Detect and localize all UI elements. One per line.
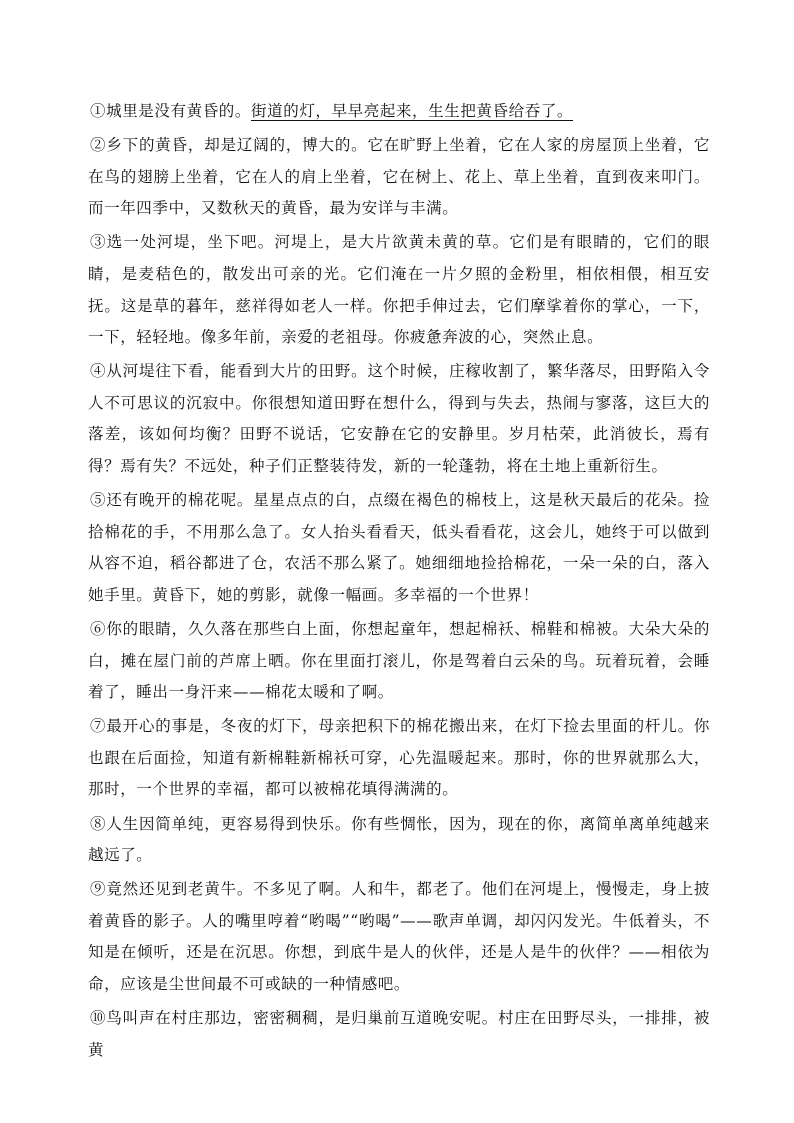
paragraph-1 (88, 96, 710, 128)
paragraph-7: ⑦最开心的事是，冬夜的灯下，母亲把积下的棉花搬出来，在灯下捡去里面的杆儿。你也跟在后面捡，知道有新棉鞋新棉袄可穿，心先温暖起来。那时，你的世界就那么大，那时，一个世界的幸福，都可以被棉花填得满满的。 (88, 717, 710, 799)
paragraph-5: ⑤还有晚开的棉花呢。星星点点的白，点缀在褐色的棉枝上，这是秋天最后的花朵。捡拾棉花的手，不用那么急了。女人抬头看看天，低头看看花，这会儿，她终于可以做到从容不迫，稻谷都进了仓，农活不那么紧了。她细细地捡拾棉花，一朵一朵的白，落入她手里。黄昏下，她的剪影，就像一幅画。多幸福的一个世界！ (88, 491, 710, 604)
paragraph-4: ④从河堤往下看，能看到大片的田野。这个时候，庄稼收割了，繁华落尽，田野陷入令人不可思议的沉寂中。你很想知道田野在想什么，得到与失去，热闹与寥落，这巨大的落差，该如何均衡？田野不说话，它安静在它的安静里。岁月枯荣，此消彼长，焉有得？焉有失？不远处，种子们正整装待发，新的一轮蓬勃，将在土地上重新衍生。 (88, 362, 710, 476)
paragraph-1-lead: ①城里是没有黄昏的。 (90, 102, 252, 120)
paragraph-2: ②乡下的黄昏，却是辽阔的，博大的。它在旷野上坐着，它在人家的房屋顶上坐着，它在鸟的翅膀上坐着，它在人的肩上坐着，它在树上、花上、草上坐着，直到夜来叩门。而一年四季中，又数秋天的黄昏，最为安详与丰满。 (88, 136, 710, 218)
paragraph-6: ⑥你的眼睛，久久落在那些白上面，你想起童年，想起棉袄、棉鞋和棉被。大朵大朵的白，摊在屋门前的芦席上晒。你在里面打滚儿，你是驾着白云朵的鸟。玩着玩着，会睡着了，睡出一身汗来——棉花太暖和了啊。 (88, 620, 710, 702)
document-page (88, 96, 710, 1069)
paragraph-3: ③选一处河堤，坐下吧。河堤上，是大片欲黄未黄的草。它们是有眼睛的，它们的眼睛，是麦秸色的，散发出可亲的光。它们淹在一片夕照的金粉里，相依相偎，相互安抚。这是草的暮年，慈祥得如老人一样。你把手伸过去，它们摩挲着你的掌心，一下，一下，轻轻地。像多年前，亲爱的老祖母。你疲惫奔波的心，突然止息。 (88, 233, 710, 347)
paragraph-1-underlined-sentence: 街道的灯，早早亮起来，生生把黄昏给吞了。 (251, 102, 574, 120)
paragraph-9: ⑨竟然还见到老黄牛。不多见了啊。人和牛，都老了。他们在河堤上，慢慢走，身上披着黄昏的影子。人的嘴里哼着“哟喝”“哟喝”——歌声单调，却闪闪发光。牛低着头，不知是在倾听，还是在沉思。你想，到底牛是人的伙伴，还是人是牛的伙伴？——相依为命，应该是尘世间最不可或缺的一种情感吧。 (88, 880, 710, 994)
paragraph-8: ⑧人生因简单纯，更容易得到快乐。你有些惆怅，因为，现在的你，离简单离单纯越来越远了。 (88, 814, 710, 865)
paragraph-10: ⑩鸟叫声在村庄那边，密密稠稠，是归巢前互道晚安呢。村庄在田野尽头，一排排，被黄 (88, 1009, 710, 1059)
